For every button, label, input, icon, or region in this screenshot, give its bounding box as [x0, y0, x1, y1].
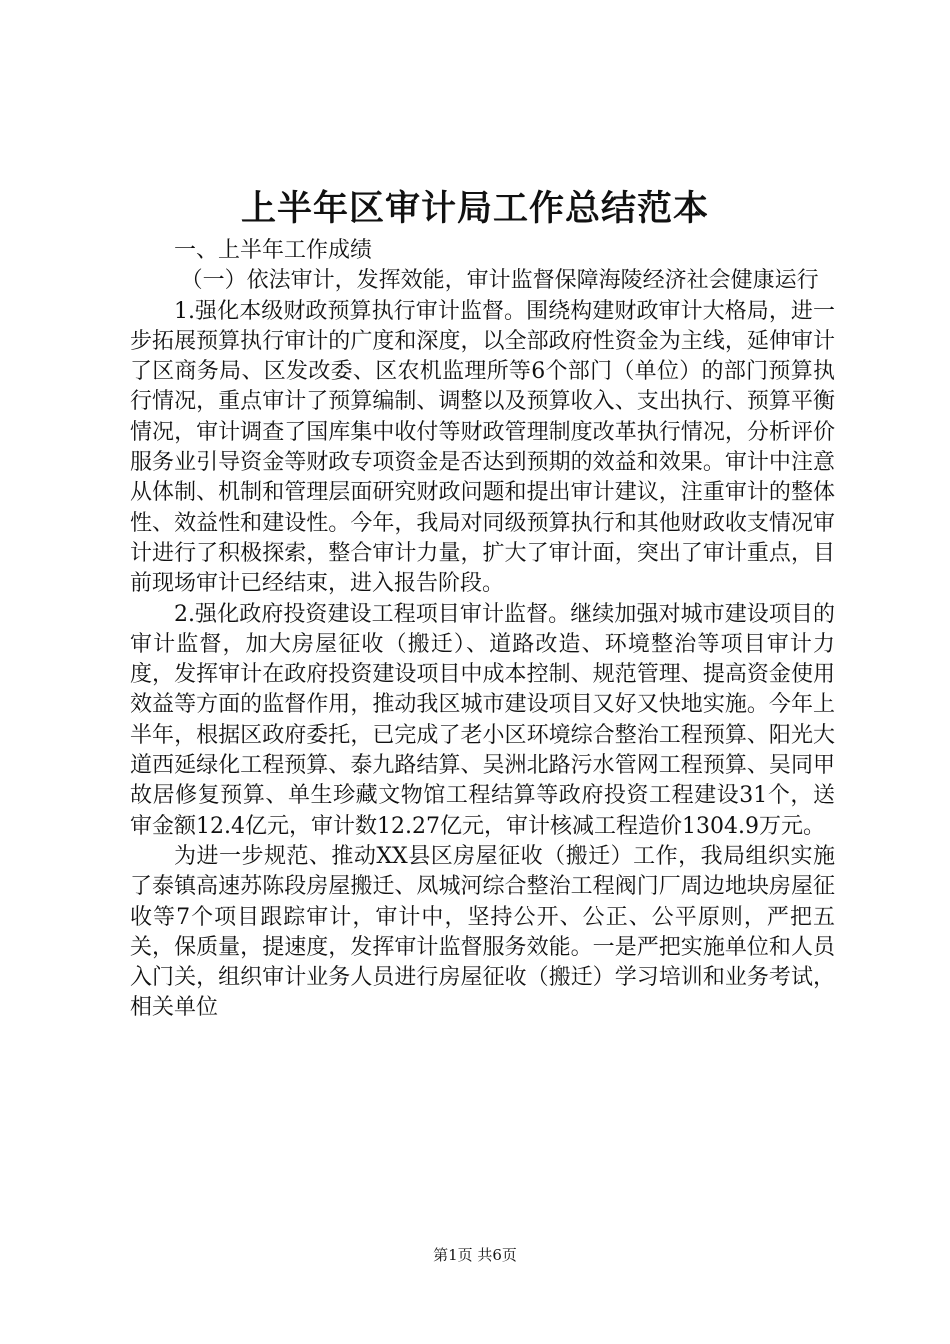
page-footer: 第1页 共6页	[433, 1246, 517, 1264]
document-body	[130, 236, 835, 1024]
section-heading: 一、上半年工作成绩	[174, 238, 373, 263]
body-paragraph: 1.强化本级财政预算执行审计监督。围绕构建财政审计大格局，进一步拓展预算执行审计的广度和深度，以全部政府性资金为主线，延伸审计了区商务局、区发改委、区农机监理所等6个部门（单位）的部门预算执行情况，重点审计了预算编制、调整以及预算收入、支出执行、预算平衡情况，审计调查了国库集中收付等财政管理制度改革执行情况，分析评价服务业引导资金等财政专项资金是否达到预期的效益和效果。审计中注意从体制、机制和管理层面研究财政问题和提出审计建议，注重审计的整体性、效益性和建设性。今年，我局对同级预算执行和其他财政收支情况审计进行了积极探索，整合审计力量，扩大了审计面，突出了审计重点，目前现场审计已经结束，进入报告阶段。	[130, 298, 835, 597]
body-paragraph: 为进一步规范、推动XX县区房屋征收（搬迁）工作，我局组织实施了泰镇高速苏陈段房屋搬迁、凤城河综合整治工程阀门厂周边地块房屋征收等7个项目跟踪审计，审计中，坚持公开、公正、公平原则，严把五关，保质量，提速度，发挥审计监督服务效能。一是严把实施单位和人员入门关，组织审计业务人员进行房屋征收（搬迁）学习培训和业务考试，相关单位	[130, 843, 835, 1021]
subsection-heading: （一）依法审计，发挥效能，审计监督保障海陵经济社会健康运行	[180, 268, 819, 294]
document-title: 上半年区审计局工作总结范本	[240, 188, 709, 229]
body-paragraph: 2.强化政府投资建设工程项目审计监督。继续加强对城市建设项目的审计监督，加大房屋征收（搬迁）、道路改造、环境整治等项目审计力度，发挥审计在政府投资建设项目中成本控制、规范管理、提高资金使用效益等方面的监督作用，推动我区城市建设项目又好又快地实施。今年上半年，根据区政府委托，已完成了老小区环境综合整治工程预算、阳光大道西延绿化工程预算、泰九路结算、吴洲北路污水管网工程预算、吴同甲故居修复预算、单生珍藏文物馆工程结算等政府投资工程建设31个，送审金额12.4亿元，审计数12.27亿元，审计核减工程造价1304.9万元。	[130, 601, 835, 839]
